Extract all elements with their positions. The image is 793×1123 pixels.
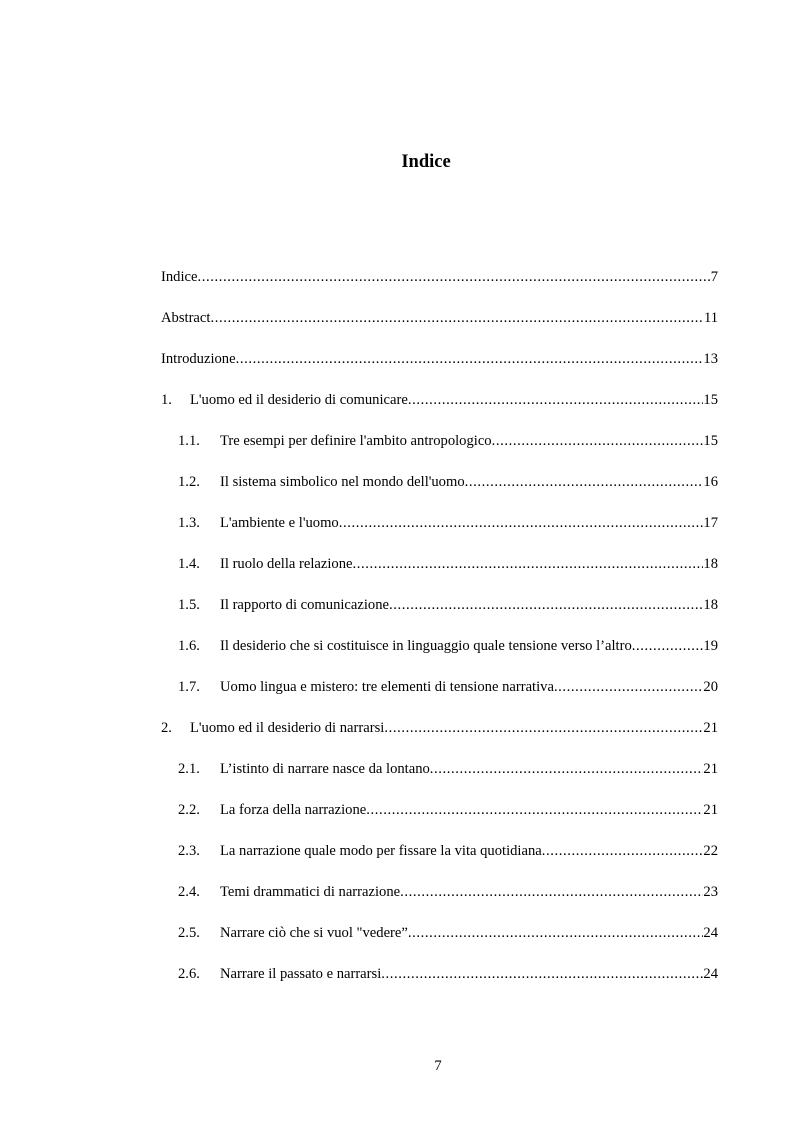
toc-entry-label: Il rapporto di comunicazione [220, 597, 389, 613]
toc-entry-label: Temi drammatici di narrazione [220, 884, 401, 900]
toc-entry-section-1-7[interactable] [178, 676, 718, 698]
toc-entry-abstract[interactable] [161, 307, 718, 329]
toc-entry-page: 21 [703, 720, 718, 736]
toc-entry-page: 11 [703, 310, 718, 326]
toc-leader-dots [632, 635, 704, 657]
toc-entry-number: 1.6. [178, 638, 200, 654]
toc-entry-label: Il desiderio che si costituisce in linguaggio quale tensione verso l’altro [220, 638, 632, 654]
toc-entry-label: Tre esempi per definire l'ambito antropologico [220, 433, 492, 449]
toc-entry-chapter-2[interactable] [161, 717, 718, 739]
toc-entry-section-1-5[interactable] [178, 594, 718, 616]
toc-entry-page: 21 [703, 761, 718, 777]
toc-entry-section-1-4[interactable] [178, 553, 718, 575]
toc-entry-number: 1.2. [178, 474, 200, 490]
toc-entry-page: 15 [703, 392, 718, 408]
toc-entry-number: 2.6. [178, 966, 200, 982]
toc-entry-label: L’istinto di narrare nasce da lontano [220, 761, 430, 777]
toc-leader-dots [408, 922, 704, 944]
toc-entry-label: Il ruolo della relazione [220, 556, 353, 572]
toc-entry-page: 19 [703, 638, 718, 654]
toc-leader-dots [353, 553, 704, 575]
toc-entry-chapter-1[interactable] [161, 389, 718, 411]
toc-leader-dots [492, 430, 704, 452]
toc-leader-dots [366, 799, 703, 821]
toc-entry-label: La forza della narrazione [220, 802, 367, 818]
toc-entry-page: 24 [703, 966, 718, 982]
toc-leader-dots [384, 717, 703, 739]
toc-leader-dots [381, 963, 703, 985]
toc-entry-number: 1.3. [178, 515, 200, 531]
toc-entry-section-2-1[interactable] [178, 758, 718, 780]
toc-entry-page: 18 [703, 556, 718, 572]
toc-entry-number: 2.4. [178, 884, 200, 900]
page-number: 7 [434, 1058, 442, 1074]
toc-leader-dots [408, 389, 704, 411]
toc-entry-page: 15 [703, 433, 718, 449]
toc-leader-dots [389, 594, 703, 616]
toc-entry-label: Abstract [161, 310, 211, 326]
toc-entry-label: L'uomo ed il desiderio di narrarsi [190, 720, 385, 736]
toc-entry-section-1-1[interactable] [178, 430, 718, 452]
page-title: Indice [401, 152, 451, 172]
toc-entry-number: 1. [161, 392, 172, 408]
toc-entry-section-1-2[interactable] [178, 471, 718, 493]
toc-leader-dots [197, 266, 710, 288]
toc-entry-label: Introduzione [161, 351, 236, 367]
toc-entry-number: 2.5. [178, 925, 200, 941]
toc-entry-section-1-3[interactable] [178, 512, 718, 534]
toc-entry-page: 22 [703, 843, 718, 859]
toc-entry-section-2-3[interactable] [178, 840, 718, 862]
toc-entry-page: 17 [703, 515, 718, 531]
toc-entry-page: 21 [703, 802, 718, 818]
toc-entry-page: 20 [703, 679, 718, 695]
toc-entry-label: Narrare ciò che si vuol "vedere” [220, 925, 408, 941]
toc-leader-dots [554, 676, 703, 698]
toc-entry-label: L'uomo ed il desiderio di comunicare [190, 392, 408, 408]
toc-entry-number: 1.1. [178, 433, 200, 449]
toc-entry-section-2-5[interactable] [178, 922, 718, 944]
toc-entry-number: 2.1. [178, 761, 200, 777]
toc-entry-section-2-4[interactable] [178, 881, 718, 903]
toc-entry-page: 16 [703, 474, 718, 490]
toc-entry-section-2-2[interactable] [178, 799, 718, 821]
toc-entry-number: 2.3. [178, 843, 200, 859]
toc-entry-label: Uomo lingua e mistero: tre elementi di tensione narrativa [220, 679, 554, 695]
toc-entry-label: Narrare il passato e narrarsi [220, 966, 382, 982]
toc-entry-number: 2. [161, 720, 172, 736]
toc-leader-dots [430, 758, 704, 780]
toc-entry-page: 13 [703, 351, 718, 367]
toc-entry-number: 1.7. [178, 679, 200, 695]
toc-entry-number: 2.2. [178, 802, 200, 818]
toc-leader-dots [542, 840, 704, 862]
toc-entry-label: Il sistema simbolico nel mondo dell'uomo [220, 474, 465, 490]
toc-leader-dots [236, 348, 704, 370]
toc-entry-introduzione[interactable] [161, 348, 718, 370]
toc-entry-indice[interactable] [161, 266, 718, 288]
toc-entry-label: L'ambiente e l'uomo [220, 515, 339, 531]
toc-leader-dots [465, 471, 704, 493]
toc-entry-section-2-6[interactable] [178, 963, 718, 985]
toc-entry-section-1-6[interactable] [178, 635, 718, 657]
toc-entry-number: 1.4. [178, 556, 200, 572]
toc-leader-dots [339, 512, 704, 534]
toc-leader-dots [400, 881, 703, 903]
toc-entry-page: 18 [703, 597, 718, 613]
toc-entry-page: 24 [703, 925, 718, 941]
toc-leader-dots [210, 307, 703, 329]
toc-entry-label: Indice [161, 269, 198, 285]
toc-entry-page: 23 [703, 884, 718, 900]
toc-entry-label: La narrazione quale modo per fissare la vita quotidiana [220, 843, 542, 859]
toc-entry-number: 1.5. [178, 597, 200, 613]
toc-entry-page: 7 [710, 269, 718, 285]
